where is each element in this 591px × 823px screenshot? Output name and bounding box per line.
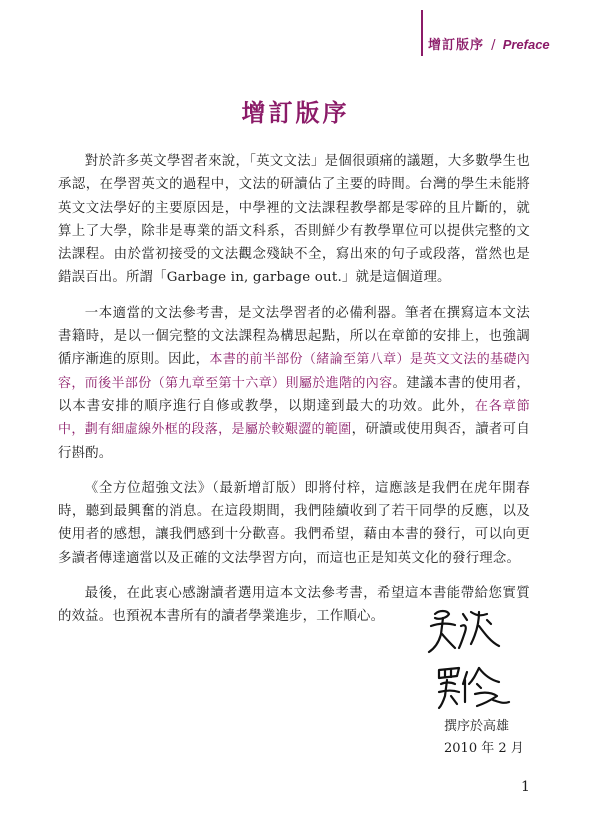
page-title: 增訂版序 xyxy=(241,99,350,127)
running-header xyxy=(428,34,550,53)
paragraph-text: 。建議本書的使用者，以本書安排的順序進行自修或教學，以期達到最大的功效。此外， xyxy=(58,375,530,414)
header-separator: / xyxy=(491,38,496,53)
header-divider xyxy=(421,10,423,56)
highlighted-text: 本書的前半部份（緒論至第八章）是英文文法的基礎內容，而後半部份（第九章至第十六章）則屬於進階的內容 xyxy=(58,352,530,391)
signoff-date: 2010 年 2 月 xyxy=(444,741,524,756)
signoff xyxy=(444,716,524,760)
paragraph-text: ，研讀或使用與否，讀者可自行斟酌。 xyxy=(58,422,530,461)
paragraph xyxy=(58,150,530,290)
paragraph-text: 最後，在此衷心感謝讀者選用這本文法參考書，希望這本書能帶給您實質的效益。也預祝本書所有的讀者學業進步，工作順心。 xyxy=(58,586,530,625)
paragraph-text: 一本適當的文法參考書，是文法學習者的必備利器。筆者在撰寫這本文法書籍時，是以一個完整的文法課程為構思起點，所以在章節的安排上，也強調循序漸進的原則。因此， xyxy=(58,305,530,368)
paragraph-text: 《全方位超強文法》（最新增訂版）即將付梓，這應該是我們在虎年開春時，聽到最興奮的消息。在這段期間，我們陸續收到了若干同學的反應，以及使用者的感想，讓我們感到十分歡喜。我們希望，藉由本書的發行，可以向更多讀者傳達適當以及正確的文法學習方向，而這也正是知英文化的發行理念。 xyxy=(58,480,530,566)
page-number: 1 xyxy=(521,779,530,795)
header-section-en: Preface xyxy=(502,37,550,52)
paragraph xyxy=(58,302,530,465)
signoff-place: 撰序於高雄 xyxy=(444,719,510,734)
paragraph xyxy=(58,477,530,570)
signature-block xyxy=(425,604,535,714)
highlighted-text: 在各章節中，劃有細虛線外框的段落，是屬於較艱澀的範圍 xyxy=(58,398,530,438)
preface-body xyxy=(58,150,530,641)
signature-1 xyxy=(425,604,505,656)
header-section-zh: 增訂版序 xyxy=(428,38,485,53)
signature-2 xyxy=(433,662,513,712)
paragraph-text: 對於許多英文學習者來說，「英文文法」是個很頭痛的議題，大多數學生也承認，在學習英文的過程中，文法的研讀佔了主要的時間。台灣的學生未能將英文文法學好的主要原因是，中學裡的文法課程教學都是零碎的且片斷的，就算上了大學，除非是專業的語文科系，否則鮮少有教學單位可以提供完整的文法課程。由於當初接受的文法觀念殘缺不全，寫出來的句子或段落，當然也是錯誤百出。所謂「Garbage in, garbage out.」就是這個道理。 xyxy=(58,154,530,286)
